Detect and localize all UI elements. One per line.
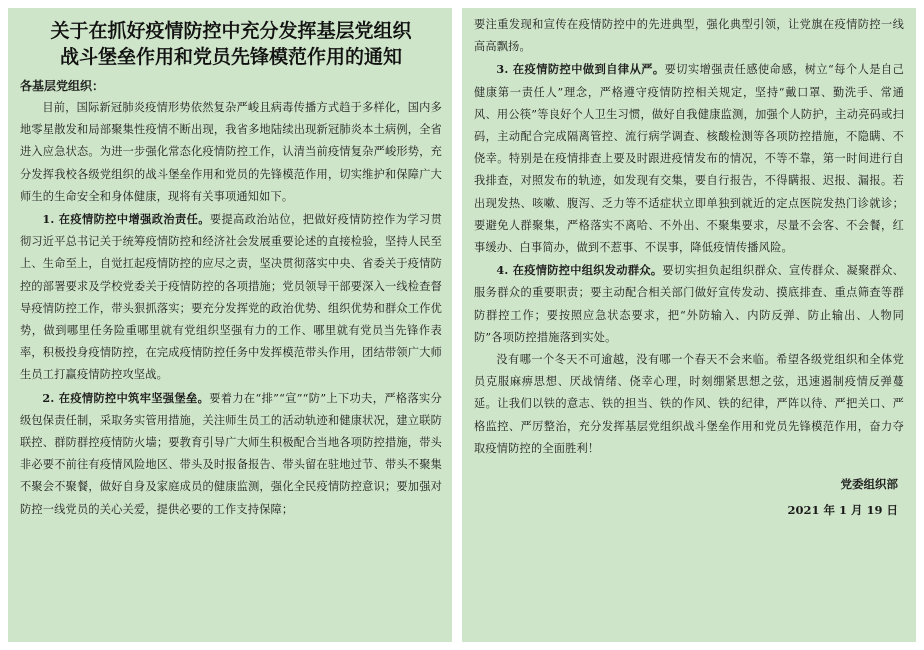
section-2-text-left: 要着力在“排”“宣”“防”上下功夫，严格落实分级包保责任制，采取务实管用措施，关注师生员工的活动轨迹和健康状况，建立联防联控、群防群控疫情防火墙；要教育引导广大师生积极配合当地各项防控措施，带头非必要不前往有疫情风险地区、带头及时报备报告、带头留在驻地过节、带头不聚集不聚会不聚餐，做好自身及家庭成员的健康监测，强化全民疫情防控意识；要加强对防控一线党员的关心关爱，提供必要的工作支持保障； — [20, 391, 443, 516]
section-3-paragraph — [474, 58, 904, 259]
title-line-1: 关于在抓好疫情防控中充分发挥基层党组织 — [50, 20, 412, 42]
section-4-heading: 4. 在疫情防控中组织发动群众。 — [496, 263, 663, 278]
salutation: 各基层党组织： — [20, 79, 105, 93]
section-4-text: 要切实担负起组织群众、宣传群众、凝聚群众、服务群众的重要职责；要主动配合相关部门做好宣传发动、摸底排查、重点筛查等群防群控工作；要按照应急状态要求，把“外防输入、内防反弹、防止输出、人物同防”各项防控措施落到实处。 — [474, 264, 904, 344]
document-date: 2021 年 1 月 19 日 — [787, 503, 898, 518]
section-1-heading: 1. 在疫情防控中增强政治责任。 — [42, 212, 210, 227]
section-3-heading: 3. 在疫情防控中做到自律从严。 — [496, 62, 665, 77]
document-page-right — [462, 8, 916, 642]
section-2-continuation: 要注重发现和宣传在疫情防控中的先进典型，强化典型引领，让党旗在疫情防控一线高高飘扬。 — [474, 18, 904, 54]
signature: 党委组织部 — [840, 477, 898, 492]
section-1-text: 要提高政治站位，把做好疫情防控作为学习贯彻习近平总书记关于统筹疫情防控和经济社会发展重要论述的直接检验，坚持人民至上、生命至上，自觉扛起疫情防控的应尽之责，坚决贯彻落实中央、省委关于疫情防控的部署要求及学校党委关于疫情防控的各项措施；党员领导干部要深入一线检查督导疫情防控工作，带头狠抓落实；要充分发挥党的政治优势、组织优势和群众工作优势，做到哪里任务险重哪里就有党组织坚强有力的工作、哪里就有党员当先锋作表率，积极投身疫情防控，在完成疫情防控任务中发挥模范带头作用，团结带领广大师生员工打赢疫情防控攻坚战。 — [20, 213, 442, 382]
section-2-heading: 2. 在疫情防控中筑牢坚强堡垒。 — [42, 390, 210, 405]
section-3-text: 要切实增强责任感使命感，树立“每个人是自己健康第一责任人”理念，严格遵守疫情防控相关规定，坚持“戴口罩、勤洗手、常通风、用公筷”等良好个人卫生习惯，做好自我健康监测，加强个人防护，主动亮码或扫码，主动配合完成隔离管控、流行病学调查、核酸检测等各项防控措施，不隐瞒、不侥幸。特别是在疫情排查上要及时跟进疫情发布的情况，不等不靠，第一时间进行自我排查，对照发布的轨迹，如发现有交集，要自行报告，不得瞒报、迟报、漏报。若出现发热、咳嗽、腹泻、乏力等不适症状立即单独到就近的定点医院发热门诊就诊；要避免人群聚集，严格落实不离哈、不外出、不聚集要求，尽量不会客、不会餐，红事缓办、白事简办，做到不惹事、不误事，降低疫情传播风险。 — [474, 63, 904, 255]
section-2-paragraph — [20, 387, 442, 521]
title-line-2: 战斗堡垒作用和党员先锋模范作用的通知 — [59, 46, 402, 68]
section-1-paragraph — [20, 208, 442, 387]
section-4-paragraph — [474, 259, 904, 349]
document-title — [20, 18, 442, 70]
document-page-left — [8, 8, 452, 642]
closing-paragraph: 没有哪一个冬天不可逾越，没有哪一个春天不会来临。希望各级党组织和全体党员克服麻痹思想、厌战情绪、侥幸心理，时刻绷紧思想之弦，迅速遏制疫情反弹蔓延。让我们以铁的意志、铁的担当、铁的作风、铁的纪律，严阵以待、严把关口、严格监控、严厉整治，充分发挥基层党组织战斗堡垒作用和党员先锋模范作用，奋力夺取疫情防控的全面胜利！ — [474, 353, 904, 455]
intro-paragraph: 目前，国际新冠肺炎疫情形势依然复杂严峻且病毒传播方式趋于多样化，国内多地零星散发和局部聚集性疫情不断出现，我省多地陆续出现新冠肺炎本土病例，全省进入应急状态。为进一步强化常态化疫情防控工作，认清当前疫情复杂严峻形势，充分发挥我校各级党组织的战斗堡垒作用和党员的先锋模范作用，切实维护和保障广大师生的生命安全和身体健康，现将有关事项通知如下。 — [20, 101, 442, 203]
